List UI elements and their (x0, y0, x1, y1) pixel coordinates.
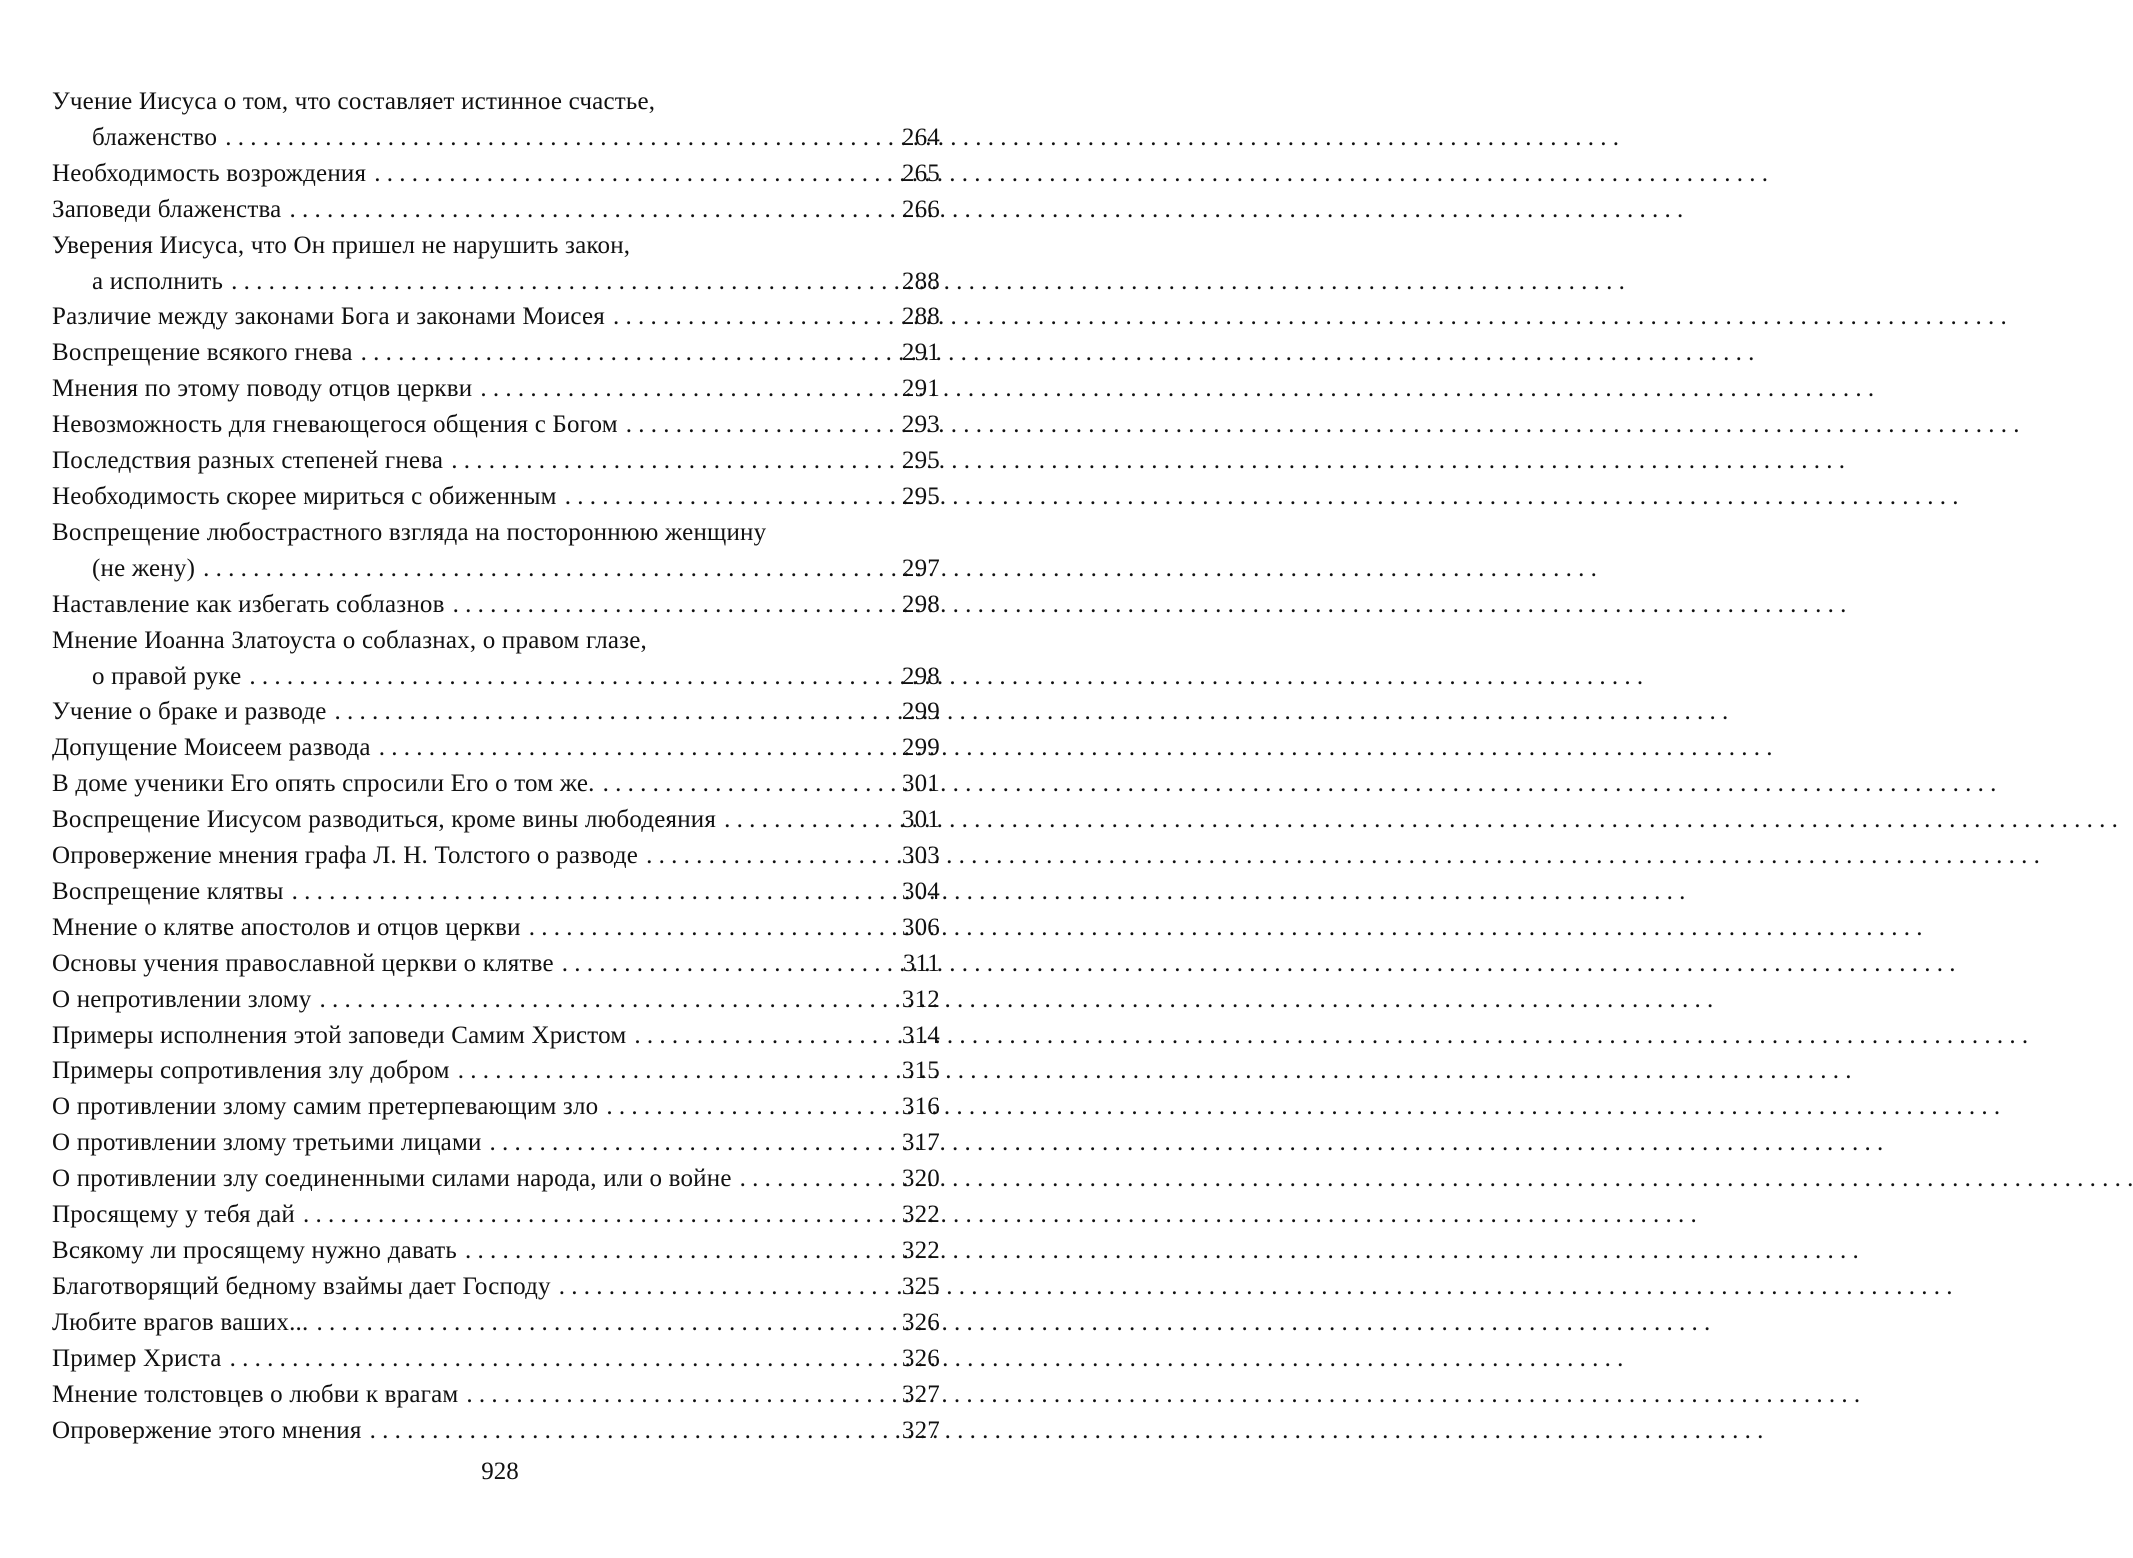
toc-entry-line (52, 299, 940, 335)
toc-entry-title: Необходимость скорее мириться с обиженным (52, 482, 557, 510)
toc-entry-title: Мнение о клятве апостолов и отцов церкви (52, 913, 521, 941)
toc-entry-title: Примеры сопротивления злу добром (52, 1057, 450, 1085)
toc-entry-line (52, 515, 940, 551)
toc-entry-page: 299 (901, 734, 940, 762)
toc-entry-title: Мнения по этому поводу отцов церкви (52, 375, 473, 403)
toc-entry (52, 299, 940, 335)
toc-entry-line (52, 982, 940, 1018)
toc-entry (52, 443, 940, 479)
toc-entry (52, 1161, 940, 1197)
dot-leader (613, 299, 886, 335)
toc-entry (52, 156, 940, 192)
toc-entry-page: 291 (901, 339, 940, 367)
dot-leader (379, 730, 886, 766)
dot-leader (453, 587, 886, 623)
toc-entry-title: (не жену) (92, 554, 196, 582)
toc-entry-title: Различие между законами Бога и законами Моисея (52, 303, 605, 331)
toc-entry-title: В доме ученики Его опять спросили Его о том же. (52, 770, 595, 798)
toc-entry (52, 838, 940, 874)
dot-leader (603, 766, 886, 802)
toc-entry-line (52, 766, 940, 802)
toc-entry-line (52, 946, 940, 982)
toc-entry-page: 303 (901, 842, 940, 870)
toc-entry (52, 515, 940, 587)
toc-entry (52, 1125, 940, 1161)
toc-entry-page: 315 (901, 1057, 940, 1085)
toc-entry-title: Уверения Иисуса, что Он пришел не нарушить закон, (52, 231, 631, 259)
table-of-contents (52, 84, 940, 1448)
toc-entry-line (52, 838, 940, 874)
toc-entry (52, 1341, 940, 1377)
dot-leader (724, 802, 886, 838)
toc-entry (52, 1018, 940, 1054)
toc-entry-line (52, 1233, 940, 1269)
toc-entry-line (52, 730, 940, 766)
toc-entry-title: блаженство (92, 123, 218, 151)
toc-entry-page: 265 (901, 159, 940, 187)
toc-entry-title: Всякому ли просящему нужно давать (52, 1237, 457, 1264)
toc-entry-line (52, 443, 940, 479)
toc-entry-title: О противлении злому третьими лицами (52, 1129, 482, 1157)
dot-leader (634, 1018, 886, 1054)
dot-leader (225, 120, 886, 156)
dot-leader (231, 264, 886, 300)
toc-entry-line (52, 551, 940, 587)
toc-entry (52, 479, 940, 515)
toc-entry (52, 192, 940, 228)
toc-entry-page: 264 (901, 123, 940, 151)
toc-entry-title: Наставление как избегать соблазнов (52, 590, 445, 618)
toc-entry-page: 311 (902, 949, 940, 977)
dot-leader (606, 1089, 886, 1125)
toc-entry-title: Заповеди блаженства (52, 195, 282, 223)
toc-entry-page: 301 (901, 770, 940, 798)
toc-entry-line (52, 874, 940, 910)
toc-entry-page: 317 (901, 1129, 940, 1157)
toc-entry (52, 335, 940, 371)
toc-entry-title: Благотворящий бедному взаймы дает Господу (52, 1272, 551, 1300)
dot-leader (480, 371, 886, 407)
dot-leader (565, 479, 886, 515)
toc-entry-line (52, 1197, 940, 1233)
toc-entry (52, 694, 940, 730)
toc-entry-page: 291 (901, 375, 940, 403)
toc-entry-page: 325 (901, 1272, 940, 1300)
toc-entry (52, 84, 940, 156)
dot-leader (289, 192, 886, 228)
toc-entry-page: 293 (901, 411, 940, 439)
toc-entry-page: 288 (901, 267, 940, 295)
toc-entry-page: 326 (901, 1308, 940, 1336)
toc-entry-line (52, 156, 940, 192)
toc-entry-line (52, 407, 940, 443)
dot-leader (529, 910, 886, 946)
toc-entry-title: Примеры исполнения этой заповеди Самим Христом (52, 1021, 627, 1049)
dot-leader (466, 1377, 886, 1413)
toc-entry-line (52, 228, 940, 264)
toc-entry-page: 326 (901, 1344, 940, 1372)
toc-entry (52, 910, 940, 946)
toc-entry-title: Мнение толстовцев о любви к врагам (52, 1380, 459, 1408)
dot-leader (370, 1413, 886, 1449)
toc-entry-title: Учение Иисуса о том, что составляет истинное счастье, (52, 88, 656, 115)
toc-entry-title: Учение о браке и разводе (52, 698, 327, 726)
toc-entry-title: Просящему у тебя дай (52, 1201, 296, 1229)
toc-entry-line (52, 587, 940, 623)
toc-entry-line (52, 120, 940, 156)
toc-entry-line (52, 910, 940, 946)
toc-entry-title: Опровержение мнения графа Л. Н. Толстого о разводе (52, 842, 639, 870)
toc-entry-line (52, 84, 940, 120)
toc-entry-line (52, 1413, 940, 1449)
dot-leader (559, 1269, 886, 1305)
toc-entry-page: 322 (901, 1237, 940, 1264)
dot-leader (335, 694, 886, 730)
toc-entry (52, 730, 940, 766)
toc-entry-page: 298 (901, 590, 940, 618)
toc-entry-title: а исполнить (92, 267, 224, 295)
toc-entry-title: О противлении злому самим претерпевающим зло (52, 1093, 599, 1121)
toc-entry-title: о правой руке (92, 662, 242, 690)
dot-leader (458, 1053, 886, 1089)
dot-leader (562, 946, 886, 982)
toc-entry-line (52, 371, 940, 407)
toc-entry-line (52, 1161, 940, 1197)
toc-entry-page: 327 (901, 1380, 940, 1408)
toc-entry-line (52, 1018, 940, 1054)
toc-entry-page: 297 (901, 554, 940, 582)
dot-leader (230, 1341, 886, 1377)
toc-entry-page: 322 (901, 1201, 940, 1229)
toc-entry-page: 304 (901, 877, 940, 905)
toc-entry (52, 1089, 940, 1125)
toc-entry-line (52, 694, 940, 730)
dot-leader (490, 1125, 886, 1161)
toc-entry (52, 874, 940, 910)
toc-entry (52, 623, 940, 695)
toc-entry (52, 1197, 940, 1233)
toc-entry (52, 1233, 940, 1269)
toc-entry-line (52, 1305, 940, 1341)
toc-entry (52, 587, 940, 623)
dot-leader (319, 982, 886, 1018)
toc-entry-line (52, 1341, 940, 1377)
toc-entry-title: Воспрещение Иисусом разводиться, кроме вины любодеяния (52, 806, 717, 834)
toc-entry-title: Необходимость возрождения (52, 159, 367, 187)
dot-leader (292, 874, 886, 910)
toc-entry (52, 1377, 940, 1413)
toc-entry-page: 320 (901, 1165, 940, 1193)
toc-entry (52, 1413, 940, 1449)
toc-entry-page: 316 (901, 1093, 940, 1121)
toc-entry-title: Основы учения православной церкви о клятве (52, 949, 554, 977)
toc-entry-line (52, 659, 940, 695)
dot-leader (646, 838, 886, 874)
toc-entry-page: 299 (901, 698, 940, 726)
toc-entry-title: Последствия разных степеней гнева (52, 447, 444, 475)
toc-entry-title: Воспрещение любострастного взгляда на постороннюю женщину (52, 518, 767, 546)
toc-entry-page: 312 (901, 985, 940, 1013)
dot-leader (316, 1305, 886, 1341)
dot-leader (451, 443, 886, 479)
dot-leader (203, 551, 886, 587)
dot-leader (374, 156, 886, 192)
toc-entry-page: 327 (901, 1416, 940, 1444)
toc-entry-title: Опровержение этого мнения (52, 1416, 362, 1444)
toc-entry-line (52, 623, 940, 659)
toc-entry (52, 1269, 940, 1305)
toc-entry (52, 766, 940, 802)
toc-entry-title: Воспрещение всякого гнева (52, 339, 353, 367)
toc-entry (52, 1053, 940, 1089)
toc-entry-title: О непротивлении злому (52, 985, 312, 1013)
toc-entry-line (52, 1269, 940, 1305)
dot-leader (740, 1161, 886, 1197)
page-number: 928 (481, 1458, 519, 1485)
dot-leader (361, 335, 886, 371)
toc-entry (52, 802, 940, 838)
toc-entry-title: Любите врагов ваших... (52, 1308, 309, 1336)
toc-entry-line (52, 802, 940, 838)
toc-entry-line (52, 1089, 940, 1125)
toc-entry-page: 295 (901, 447, 940, 475)
dot-leader (249, 659, 886, 695)
toc-entry-page: 295 (901, 482, 940, 510)
toc-entry-line (52, 479, 940, 515)
toc-entry (52, 1305, 940, 1341)
toc-entry-title: Мнение Иоанна Златоуста о соблазнах, о правом глазе, (52, 626, 647, 654)
toc-entry (52, 228, 940, 300)
toc-entry-page: 288 (901, 303, 940, 331)
toc-entry-page: 266 (901, 195, 940, 223)
toc-entry-line (52, 264, 940, 300)
toc-entry-page: 314 (901, 1021, 940, 1049)
dot-leader (303, 1197, 886, 1233)
toc-entry-title: Невозможность для гневающегося общения с Богом (52, 411, 618, 439)
toc-entry-line (52, 1053, 940, 1089)
toc-entry (52, 946, 940, 982)
toc-entry (52, 982, 940, 1018)
toc-entry-line (52, 192, 940, 228)
toc-entry-title: Допущение Моисеем развода (52, 734, 371, 762)
dot-leader (465, 1233, 886, 1269)
dot-leader (626, 407, 886, 443)
toc-entry-title: Воспрещение клятвы (52, 877, 284, 905)
toc-entry (52, 371, 940, 407)
toc-entry-line (52, 1377, 940, 1413)
toc-entry-title: О противлении злу соединенными силами народа, или о войне (52, 1165, 732, 1193)
toc-entry-line (52, 1125, 940, 1161)
toc-entry-title: Пример Христа (52, 1344, 222, 1372)
toc-entry-page: 298 (901, 662, 940, 690)
toc-entry (52, 407, 940, 443)
toc-entry-page: 301 (901, 806, 940, 834)
toc-entry-page: 306 (901, 913, 940, 941)
toc-entry-line (52, 335, 940, 371)
